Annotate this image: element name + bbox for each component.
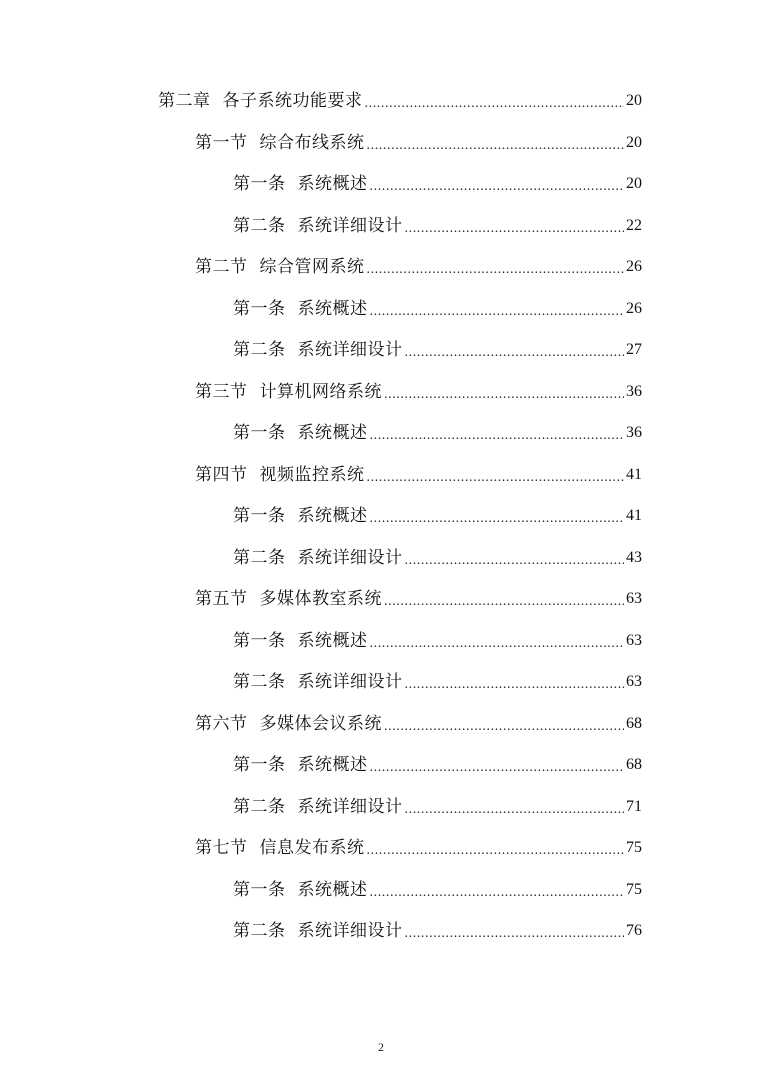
toc-entry[interactable] [233,420,642,446]
toc-entry-label: 第七节 [195,838,248,858]
toc-entry[interactable] [195,586,642,612]
toc-entry-page-number: 26 [626,300,642,317]
toc-entry-label: 第五节 [195,589,248,609]
toc-entry-label: 第二条 [233,340,286,360]
dot-leader [384,711,624,737]
dot-leader [405,669,625,695]
toc-entry-title: 系统概述 [297,423,368,443]
toc-entry[interactable] [233,794,642,820]
dot-leader [370,296,625,322]
toc-entry-label: 第三节 [195,382,248,402]
dot-leader [384,379,624,405]
toc-entry-label: 第二章 [158,91,211,111]
toc-entry-label: 第一节 [195,133,248,153]
dot-leader [367,254,625,280]
toc-entry-page-number: 63 [626,590,642,607]
dot-leader [367,130,625,156]
toc-entry-title: 系统详细设计 [297,216,403,236]
toc-entry-page-number: 75 [626,839,642,856]
toc-entry-title: 系统概述 [297,880,368,900]
toc-entry[interactable] [233,877,642,903]
toc-entry-page-number: 22 [626,217,642,234]
dot-leader [365,88,625,114]
toc-entry-title: 视频监控系统 [259,465,365,485]
toc-entry-page-number: 43 [626,549,642,566]
toc-entry[interactable] [195,254,642,280]
dot-leader [405,337,625,363]
toc-entry[interactable] [233,296,642,322]
toc-entry-page-number: 20 [626,92,642,109]
toc-entry[interactable] [233,628,642,654]
dot-leader [367,462,625,488]
toc-entry-title: 综合管网系统 [259,257,365,277]
toc-entry-page-number: 27 [626,341,642,358]
toc-entry-page-number: 41 [626,507,642,524]
dot-leader [370,171,625,197]
toc-entry-page-number: 68 [626,715,642,732]
toc-entry-label: 第二条 [233,672,286,692]
toc-entry-label: 第一条 [233,506,286,526]
toc-entry-label: 第一条 [233,631,286,651]
toc-entry-page-number: 36 [626,424,642,441]
toc-entry-page-number: 68 [626,756,642,773]
dot-leader [370,877,625,903]
toc-entry-label: 第四节 [195,465,248,485]
toc-entry-title: 各子系统功能要求 [222,91,363,111]
dot-leader [367,835,625,861]
toc-entry[interactable] [233,752,642,778]
toc-entry-title: 系统概述 [297,299,368,319]
toc-entry[interactable] [233,545,642,571]
toc-entry-title: 系统概述 [297,755,368,775]
toc-entry[interactable] [233,337,642,363]
dot-leader [405,918,625,944]
toc-entry-label: 第一条 [233,174,286,194]
toc-entry-page-number: 20 [626,175,642,192]
toc-entry[interactable] [233,171,642,197]
toc-entry-title: 多媒体会议系统 [259,714,382,734]
toc-entry-label: 第六节 [195,714,248,734]
toc-entry[interactable] [195,711,642,737]
dot-leader [370,503,625,529]
toc-entry[interactable] [195,835,642,861]
toc-entry[interactable] [233,503,642,529]
dot-leader [405,213,625,239]
dot-leader [370,752,625,778]
toc-entry-page-number: 26 [626,258,642,275]
toc-entry[interactable] [195,462,642,488]
dot-leader [384,586,624,612]
toc-entry-title: 信息发布系统 [259,838,365,858]
toc-entry-page-number: 71 [626,798,642,815]
toc-entry-title: 系统详细设计 [297,672,403,692]
toc-entry-label: 第一条 [233,423,286,443]
toc-entry-label: 第一条 [233,299,286,319]
toc-entry-title: 系统概述 [297,506,368,526]
toc-entry-page-number: 41 [626,466,642,483]
toc-entry-label: 第二条 [233,797,286,817]
toc-entry[interactable] [195,130,642,156]
toc-entry-label: 第一条 [233,880,286,900]
toc-entry-label: 第二条 [233,216,286,236]
toc-entry-title: 系统概述 [297,631,368,651]
toc-entry-title: 系统概述 [297,174,368,194]
dot-leader [405,794,625,820]
dot-leader [405,545,625,571]
toc-entry-page-number: 36 [626,383,642,400]
toc-entry-page-number: 63 [626,632,642,649]
toc-entry-title: 计算机网络系统 [259,382,382,402]
toc-entry[interactable] [233,669,642,695]
toc-entry[interactable] [233,918,642,944]
toc-entry-page-number: 76 [626,922,642,939]
toc-entry-title: 系统详细设计 [297,797,403,817]
dot-leader [370,420,625,446]
dot-leader [370,628,625,654]
toc-entry[interactable] [195,379,642,405]
page-number: 2 [378,1040,384,1054]
toc-entry-label: 第二条 [233,921,286,941]
toc-entry-label: 第二条 [233,548,286,568]
toc-entry[interactable] [233,213,642,239]
toc-entry-title: 系统详细设计 [297,548,403,568]
toc-entry-title: 综合布线系统 [259,133,365,153]
toc-entry-page-number: 20 [626,134,642,151]
toc-entry-page-number: 63 [626,673,642,690]
toc-entry-title: 系统详细设计 [297,921,403,941]
toc-entry-label: 第二节 [195,257,248,277]
toc-entry-page-number: 75 [626,881,642,898]
toc-entry[interactable] [158,88,642,114]
toc-entry-title: 系统详细设计 [297,340,403,360]
toc-entry-label: 第一条 [233,755,286,775]
toc-entry-title: 多媒体教室系统 [259,589,382,609]
